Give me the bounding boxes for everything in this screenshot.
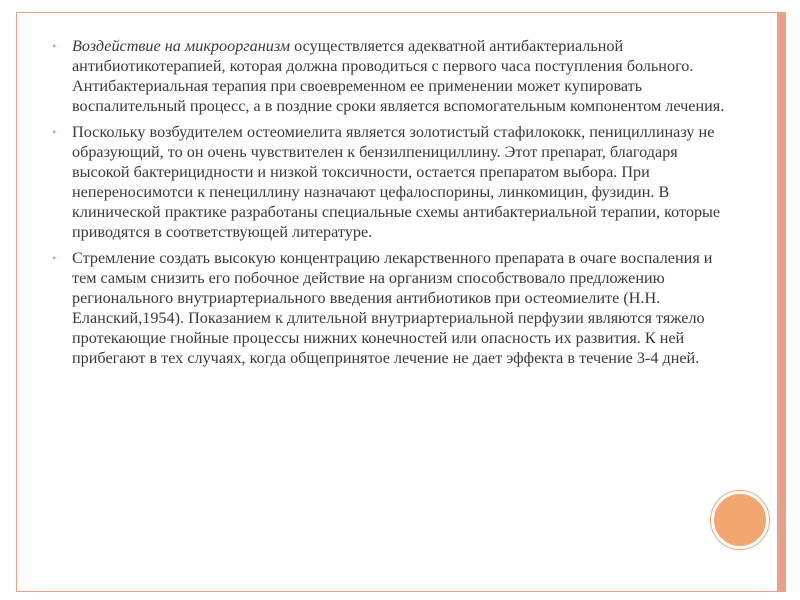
list-item [48,248,738,368]
paragraph-italic-lead: Воздействие на микроорганизм [72,37,291,55]
list-item [48,36,738,116]
list-item [48,122,738,242]
paragraph-text: Стремление создать высокую концентрацию лекарственного препарата в очаге воспаления и тем самым снизить его побочное действие на организм способствовало предложению регионального внутриартериального введения антибиотиков при остеомиелите (Н.Н. Еланский,1954). Показанием к длительной внутриартериальной перфузии являются тяжело протекающие гнойные процессы нижних конечностей или опасность их развития. К ней прибегают в тех случаях, когда общепринятое лечение не дает эффекта в течение 3-4 дней. [72,249,713,367]
paragraph-text: осуществляется адекватной антибактериальной антибиотикотерапией, которая должна проводиться с первого часа поступления больного. Антибактериальная терапия при своевременном ее применении может купировать воспалительный процесс, а в поздние сроки является вспомогательным компонентом лечения. [72,37,725,115]
paragraph-text: Поскольку возбудителем остеомиелита является золотистый стафилококк, пенициллиназу не образующий, то он очень чувствителен к бензилпенициллину. Этот препарат, благодаря высокой бактерицидности и низкой токсичности, остается препаратом выбора. При непереносимотси к пенециллину назначают цефалоспорины, линкомицин, фузидин. В клинической практике разработаны специальные схемы антибактериальной терапии, которые приводятся в соответствующей литературе. [72,123,721,241]
right-border-bar [777,13,785,591]
bullet-icon: • [52,125,57,139]
bullet-list [48,36,738,368]
decorative-circle [711,491,769,549]
slide-content [48,36,738,374]
bullet-icon: • [52,39,57,53]
bullet-icon: • [52,251,57,265]
